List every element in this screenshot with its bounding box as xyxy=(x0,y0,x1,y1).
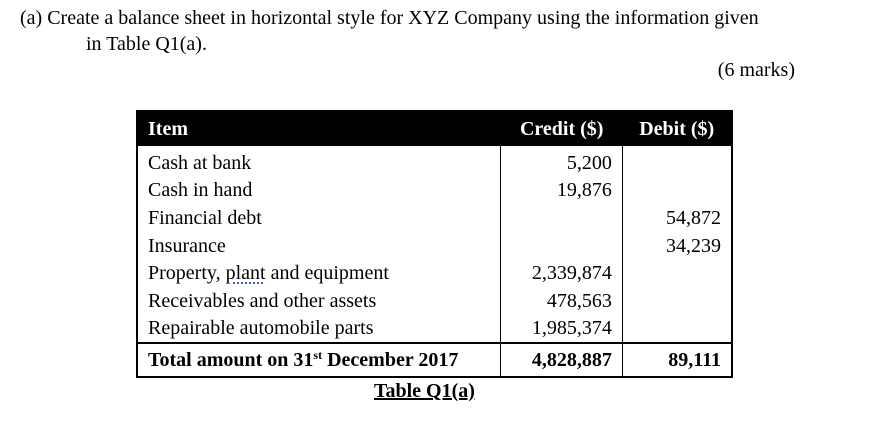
row-item-text-post: and equipment xyxy=(265,262,389,285)
balance-table-container xyxy=(136,110,733,378)
row-item xyxy=(137,259,501,287)
row-item xyxy=(137,204,501,232)
total-credit: 4,828,887 xyxy=(501,343,622,377)
table-header-row xyxy=(137,111,732,146)
row-debit xyxy=(622,259,732,287)
total-row xyxy=(137,343,732,377)
row-item-text: Property, xyxy=(148,262,226,285)
row-credit xyxy=(501,232,622,260)
row-debit xyxy=(622,315,732,344)
row-credit: 1,985,374 xyxy=(501,315,622,344)
total-label-pre: Total amount on 31 xyxy=(148,348,314,371)
row-debit: 34,239 xyxy=(622,232,732,260)
header-debit: Debit ($) xyxy=(622,111,732,146)
row-item-text: Cash in hand xyxy=(148,179,253,202)
table-row xyxy=(137,287,732,315)
row-item-flagged-word: plant xyxy=(225,262,266,285)
row-credit: 2,339,874 xyxy=(501,259,622,287)
row-debit xyxy=(622,177,732,205)
table-row xyxy=(137,204,732,232)
row-credit: 5,200 xyxy=(501,146,622,177)
table-body xyxy=(137,146,732,343)
table-caption: Table Q1(a) xyxy=(374,380,475,402)
row-debit xyxy=(622,287,732,315)
question-text xyxy=(20,5,860,57)
table-row xyxy=(137,315,732,344)
table-row xyxy=(137,232,732,260)
row-credit xyxy=(501,204,622,232)
row-item xyxy=(137,315,501,344)
row-debit: 54,872 xyxy=(622,204,732,232)
row-item-text: Cash at bank xyxy=(148,151,252,174)
row-item-text: Financial debt xyxy=(148,206,262,229)
marks-label: (6 marks) xyxy=(717,59,795,81)
row-item-text: Insurance xyxy=(148,234,226,257)
row-credit: 19,876 xyxy=(501,177,622,205)
row-item xyxy=(137,146,501,177)
balance-table xyxy=(136,110,733,378)
header-item: Item xyxy=(137,111,501,146)
total-debit: 89,111 xyxy=(622,343,732,377)
row-credit: 478,563 xyxy=(501,287,622,315)
table-row xyxy=(137,259,732,287)
question-line-1: (a) Create a balance sheet in horizontal style for XYZ Company using the information given xyxy=(20,7,759,29)
total-label-sup: st xyxy=(313,347,323,362)
row-item-text: Receivables and other assets xyxy=(148,289,377,312)
row-item xyxy=(137,287,501,315)
row-debit xyxy=(622,146,732,177)
table-row xyxy=(137,177,732,205)
row-item xyxy=(137,177,501,205)
table-row xyxy=(137,146,732,177)
question-line-2: in Table Q1(a). xyxy=(86,33,207,55)
row-item xyxy=(137,232,501,260)
row-item-text: Repairable automobile parts xyxy=(148,317,374,340)
total-label-post: December 2017 xyxy=(322,348,459,371)
total-label xyxy=(137,343,501,377)
header-credit: Credit ($) xyxy=(501,111,622,146)
